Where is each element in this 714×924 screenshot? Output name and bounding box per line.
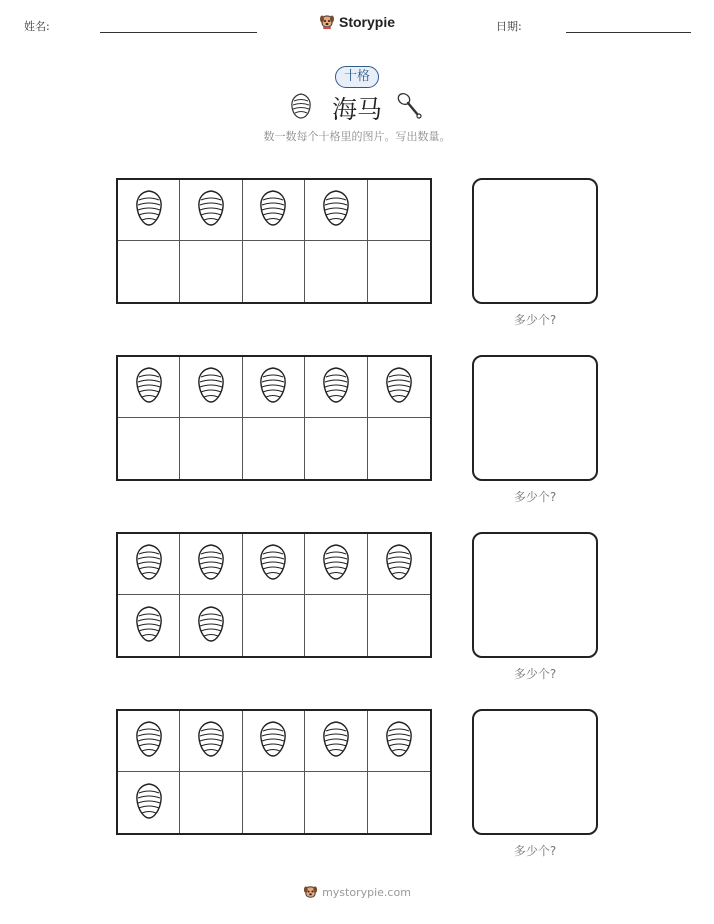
seashell-icon [258,543,288,585]
ten-frame-cell [368,711,430,772]
ten-frame-1 [116,178,432,304]
seashell-icon [384,366,414,408]
ten-frame-cell [118,534,180,595]
ten-frame-cell [243,595,305,656]
seashell-icon [384,543,414,585]
answer-box-3[interactable] [472,532,598,658]
footer-url: mystorypie.com [322,885,411,899]
ten-frame-cell [368,241,430,302]
worksheet-title: 海马 [331,95,382,124]
ten-frame-cell [305,180,367,241]
ten-frame-cell [243,418,305,479]
footer [0,884,714,900]
ten-frame-cell [118,711,180,772]
brand-name: Storypie [338,13,395,30]
ten-frame-2 [116,355,432,481]
ten-frame-cell [180,180,242,241]
ten-frame-cell [180,418,242,479]
dog-mascot-icon [303,884,318,900]
ten-frame-cell [368,418,430,479]
seashell-icon [196,366,226,408]
ten-frame-cell [118,357,180,418]
ten-frame-4 [116,709,432,835]
maraca-icon [396,91,422,119]
ten-frame-cell [180,534,242,595]
answer-box-2[interactable] [472,355,598,481]
date-line[interactable] [566,32,691,33]
worksheet-badge: 十格 [335,66,379,88]
seashell-icon [258,720,288,762]
seashell-icon [384,720,414,762]
seashell-icon [134,605,164,647]
ten-frame-cell [305,772,367,833]
ten-frame-cell [180,711,242,772]
seashell-icon [321,543,351,585]
ten-frame-cell [243,534,305,595]
answer-question: 多少个? [513,667,557,681]
seashell-icon [196,605,226,647]
ten-frame-cell [180,357,242,418]
ten-frame-cell [118,180,180,241]
ten-frame-cell [368,534,430,595]
ten-frame-cell [368,357,430,418]
answer-question: 多少个? [513,844,557,858]
seashell-icon [134,782,164,824]
seashell-icon [134,366,164,408]
answer-question: 多少个? [513,490,557,504]
seashell-icon [258,366,288,408]
ten-frame-cell [118,241,180,302]
ten-frame-cell [118,595,180,656]
answer-box-1[interactable] [472,178,598,304]
seashell-icon [196,189,226,231]
answer-box-4[interactable] [472,709,598,835]
ten-frame-cell [305,711,367,772]
seashell-icon [258,189,288,231]
ten-frame-cell [243,772,305,833]
ten-frame-cell [368,180,430,241]
ten-frame-cell [243,180,305,241]
seashell-icon [134,720,164,762]
ten-frame-cell [305,418,367,479]
ten-frame-cell [243,711,305,772]
ten-frame-cell [180,595,242,656]
ten-frame-cell [243,241,305,302]
seashell-icon [134,189,164,231]
seashell-icon [196,543,226,585]
seashell-icon [321,366,351,408]
ten-frame-cell [305,241,367,302]
seashell-icon [196,720,226,762]
seashell-icon [321,189,351,231]
seashell-icon [321,720,351,762]
ten-frame-cell [305,595,367,656]
ten-frame-cell [368,595,430,656]
ten-frame-cell [305,357,367,418]
dog-mascot-icon [319,13,335,30]
seashell-icon [134,543,164,585]
answer-question: 多少个? [513,313,557,327]
ten-frame-cell [118,418,180,479]
worksheet-instructions: 数一数每个十格里的图片。写出数量。 [263,130,451,143]
ten-frame-cell [243,357,305,418]
ten-frame-3 [116,532,432,658]
ten-frame-cell [368,772,430,833]
ten-frame-cell [118,772,180,833]
ten-frame-cell [305,534,367,595]
ten-frame-cell [180,241,242,302]
ten-frame-cell [180,772,242,833]
date-label: 日期: [496,20,522,33]
name-line[interactable] [100,32,257,33]
brand-logo [0,13,714,30]
name-label: 姓名: [24,20,50,33]
